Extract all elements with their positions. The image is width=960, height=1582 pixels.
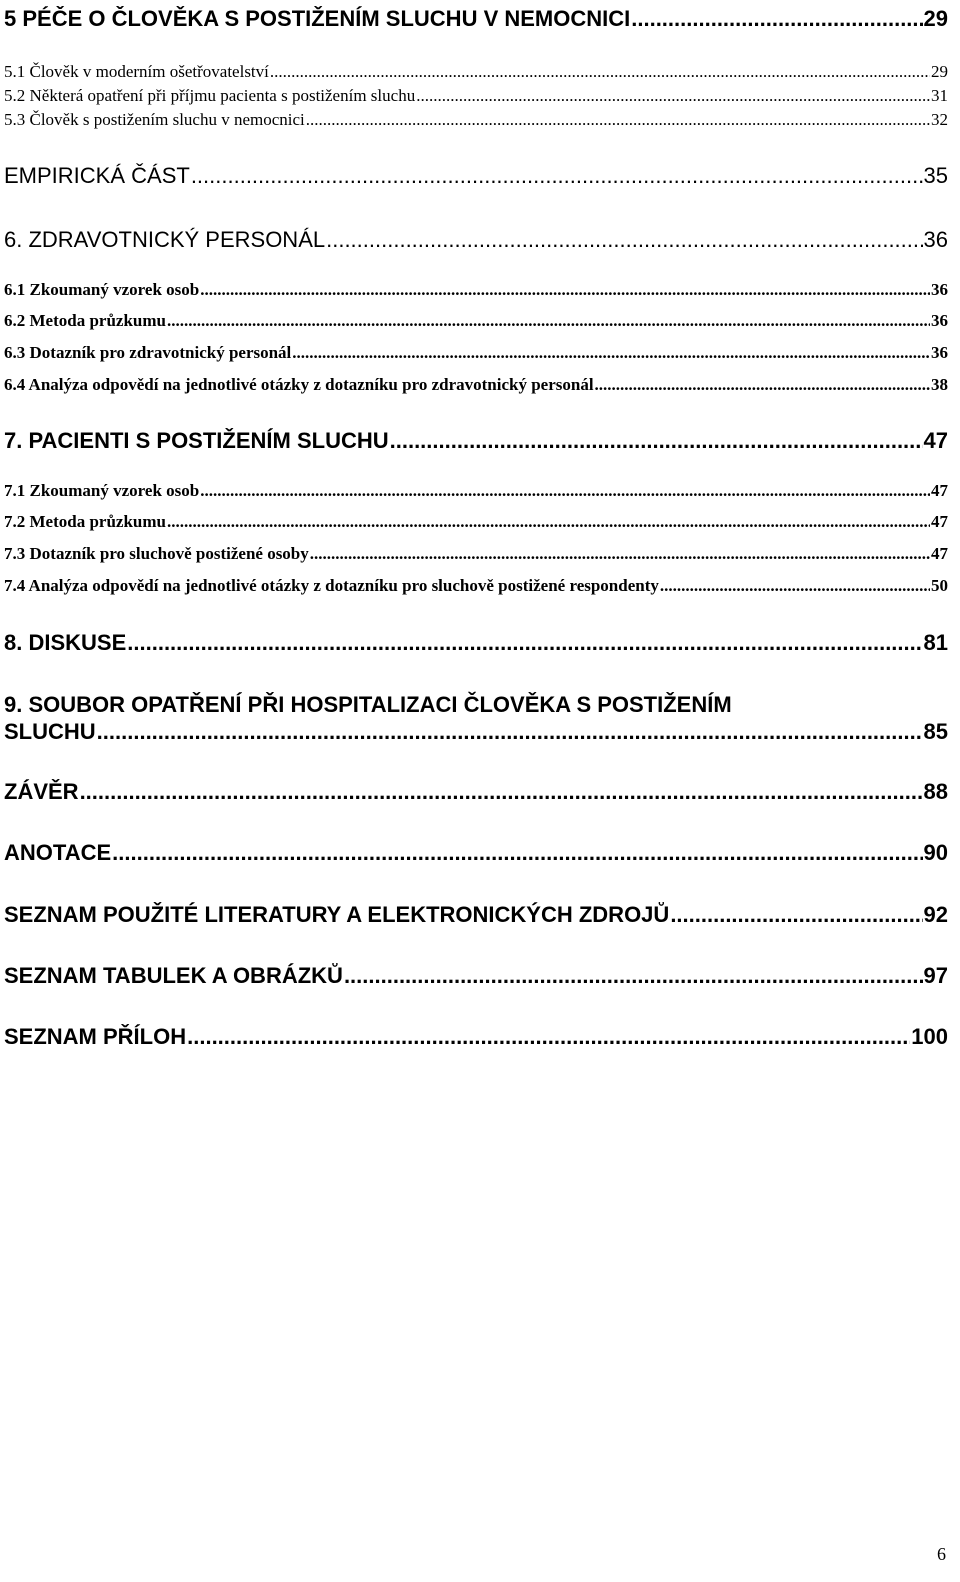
toc-entry-title: 7.4 Analýza odpovědí na jednotlivé otázky z dotazníku pro sluchově postižené respondenty bbox=[4, 576, 659, 595]
toc-leader-dots bbox=[416, 86, 930, 106]
toc-entry-page: 50 bbox=[931, 576, 948, 595]
toc-entry-page: 38 bbox=[931, 375, 948, 394]
toc-entry-title: 6.1 Zkoumaný vzorek osob bbox=[4, 280, 200, 299]
toc-entry-title: 5.3 Člověk s postižením sluchu v nemocnici bbox=[4, 110, 305, 129]
toc-entry-page: 81 bbox=[923, 630, 948, 655]
toc-entry-tabulky bbox=[4, 963, 948, 989]
toc-entry-title: 6.4 Analýza odpovědí na jednotlivé otázky z dotazníku pro zdravotnický personál bbox=[4, 375, 594, 394]
toc-entry-title: 6.2 Metoda průzkumu bbox=[4, 311, 166, 330]
toc-entry-page: 29 bbox=[923, 6, 948, 31]
toc-leader-dots bbox=[127, 630, 922, 656]
toc-entry-page: 32 bbox=[931, 110, 948, 129]
toc-entry-6-4 bbox=[4, 375, 948, 395]
toc-entry-title: 5.2 Některá opatření při příjmu pacienta s postižením sluchu bbox=[4, 86, 416, 105]
toc-entry-7-2 bbox=[4, 512, 948, 532]
toc-entry-title: SLUCHU bbox=[4, 719, 96, 744]
toc-entry-page: 88 bbox=[923, 779, 948, 804]
toc-entry-6-1 bbox=[4, 280, 948, 300]
toc-entry-6-3 bbox=[4, 343, 948, 363]
toc-leader-dots bbox=[306, 110, 930, 130]
toc-entry-page: 47 bbox=[931, 481, 948, 500]
toc-entry-title: 7.1 Zkoumaný vzorek osob bbox=[4, 481, 200, 500]
toc-entry-5-2 bbox=[4, 86, 948, 106]
toc-entry-title: EMPIRICKÁ ČÁST bbox=[4, 163, 190, 188]
toc-leader-dots bbox=[310, 544, 930, 564]
toc-entry-title: ANOTACE bbox=[4, 840, 112, 865]
toc-leader-dots bbox=[80, 779, 923, 805]
toc-leader-dots bbox=[270, 62, 930, 82]
toc-entry-title: 6.3 Dotazník pro zdravotnický personál bbox=[4, 343, 292, 362]
toc-entry-page: 92 bbox=[923, 902, 948, 927]
toc-leader-dots bbox=[200, 481, 930, 501]
toc-entry-page: 85 bbox=[923, 719, 948, 744]
toc-entry-anotace bbox=[4, 840, 948, 866]
toc-entry-title: 7.2 Metoda průzkumu bbox=[4, 512, 166, 531]
toc-entry-7-4 bbox=[4, 576, 948, 596]
toc-leader-dots bbox=[200, 280, 930, 300]
toc-entry-title: SEZNAM PŘÍLOH bbox=[4, 1024, 187, 1049]
toc-entry-title: SEZNAM TABULEK A OBRÁZKŮ bbox=[4, 963, 343, 988]
toc-entry-page: 35 bbox=[923, 163, 948, 188]
toc-entry-title: SEZNAM POUŽITÉ LITERATURY A ELEKTRONICKÝCH ZDROJŮ bbox=[4, 902, 670, 927]
toc-leader-dots bbox=[167, 311, 930, 331]
toc-entry-5-1 bbox=[4, 62, 948, 82]
toc-leader-dots bbox=[344, 963, 923, 989]
toc-entry-chapter-9 bbox=[4, 719, 948, 745]
toc-entry-empiricka-cast bbox=[4, 163, 948, 189]
toc-entry-chapter-8 bbox=[4, 630, 948, 656]
toc-entry-page: 100 bbox=[911, 1024, 948, 1049]
toc-entry-title: 8. DISKUSE bbox=[4, 630, 127, 655]
toc-entry-page: 47 bbox=[931, 512, 948, 531]
toc-entry-page: 36 bbox=[923, 227, 948, 252]
toc-entry-page: 36 bbox=[931, 343, 948, 362]
toc-entry-chapter-6 bbox=[4, 227, 948, 253]
toc-leader-dots bbox=[292, 343, 930, 363]
toc-entry-5-3 bbox=[4, 110, 948, 130]
toc-entry-page: 36 bbox=[931, 280, 948, 299]
toc-entry-title: ZÁVĚR bbox=[4, 779, 79, 804]
toc-entry-7-1 bbox=[4, 481, 948, 501]
toc-entry-page: 31 bbox=[931, 86, 948, 105]
page-number: 6 bbox=[937, 1544, 946, 1564]
toc-entry-chapter-7 bbox=[4, 428, 948, 454]
toc-leader-dots bbox=[326, 227, 922, 253]
toc-entry-page: 47 bbox=[931, 544, 948, 563]
toc-entry-page: 36 bbox=[931, 311, 948, 330]
toc-entry-page: 97 bbox=[923, 963, 948, 988]
toc-leader-dots bbox=[660, 576, 930, 596]
toc-leader-dots bbox=[112, 840, 922, 866]
toc-leader-dots bbox=[595, 375, 930, 395]
toc-entry-zaver bbox=[4, 779, 948, 805]
toc-entry-title: 7.3 Dotazník pro sluchově postižené osoby bbox=[4, 544, 309, 563]
toc-leader-dots bbox=[631, 6, 922, 32]
toc-leader-dots bbox=[167, 512, 930, 532]
toc-entry-page: 47 bbox=[923, 428, 948, 453]
toc-entry-title: 5 PÉČE O ČLOVĚKA S POSTIŽENÍM SLUCHU V NEMOCNICI bbox=[4, 6, 631, 31]
toc-leader-dots bbox=[670, 902, 922, 928]
toc-entry-prilohy bbox=[4, 1024, 948, 1050]
toc-leader-dots bbox=[191, 163, 923, 189]
toc-leader-dots bbox=[187, 1024, 910, 1050]
toc-entry-chapter-5 bbox=[4, 6, 948, 32]
toc-entry-page: 90 bbox=[923, 840, 948, 865]
toc-entry-6-2 bbox=[4, 311, 948, 331]
toc-entry-page: 29 bbox=[931, 62, 948, 81]
toc-entry-title: 7. PACIENTI S POSTIŽENÍM SLUCHU bbox=[4, 428, 389, 453]
toc-entry-7-3 bbox=[4, 544, 948, 564]
toc-leader-dots bbox=[390, 428, 923, 454]
toc-entry-title: 5.1 Člověk v moderním ošetřovatelství bbox=[4, 62, 269, 81]
toc-entry-literatura bbox=[4, 902, 948, 928]
toc-leader-dots bbox=[97, 719, 923, 745]
toc-entry-chapter-9-line1: 9. SOUBOR OPATŘENÍ PŘI HOSPITALIZACI ČLOVĚKA S POSTIŽENÍM bbox=[4, 692, 732, 717]
toc-entry-title: 6. ZDRAVOTNICKÝ PERSONÁL bbox=[4, 227, 326, 252]
